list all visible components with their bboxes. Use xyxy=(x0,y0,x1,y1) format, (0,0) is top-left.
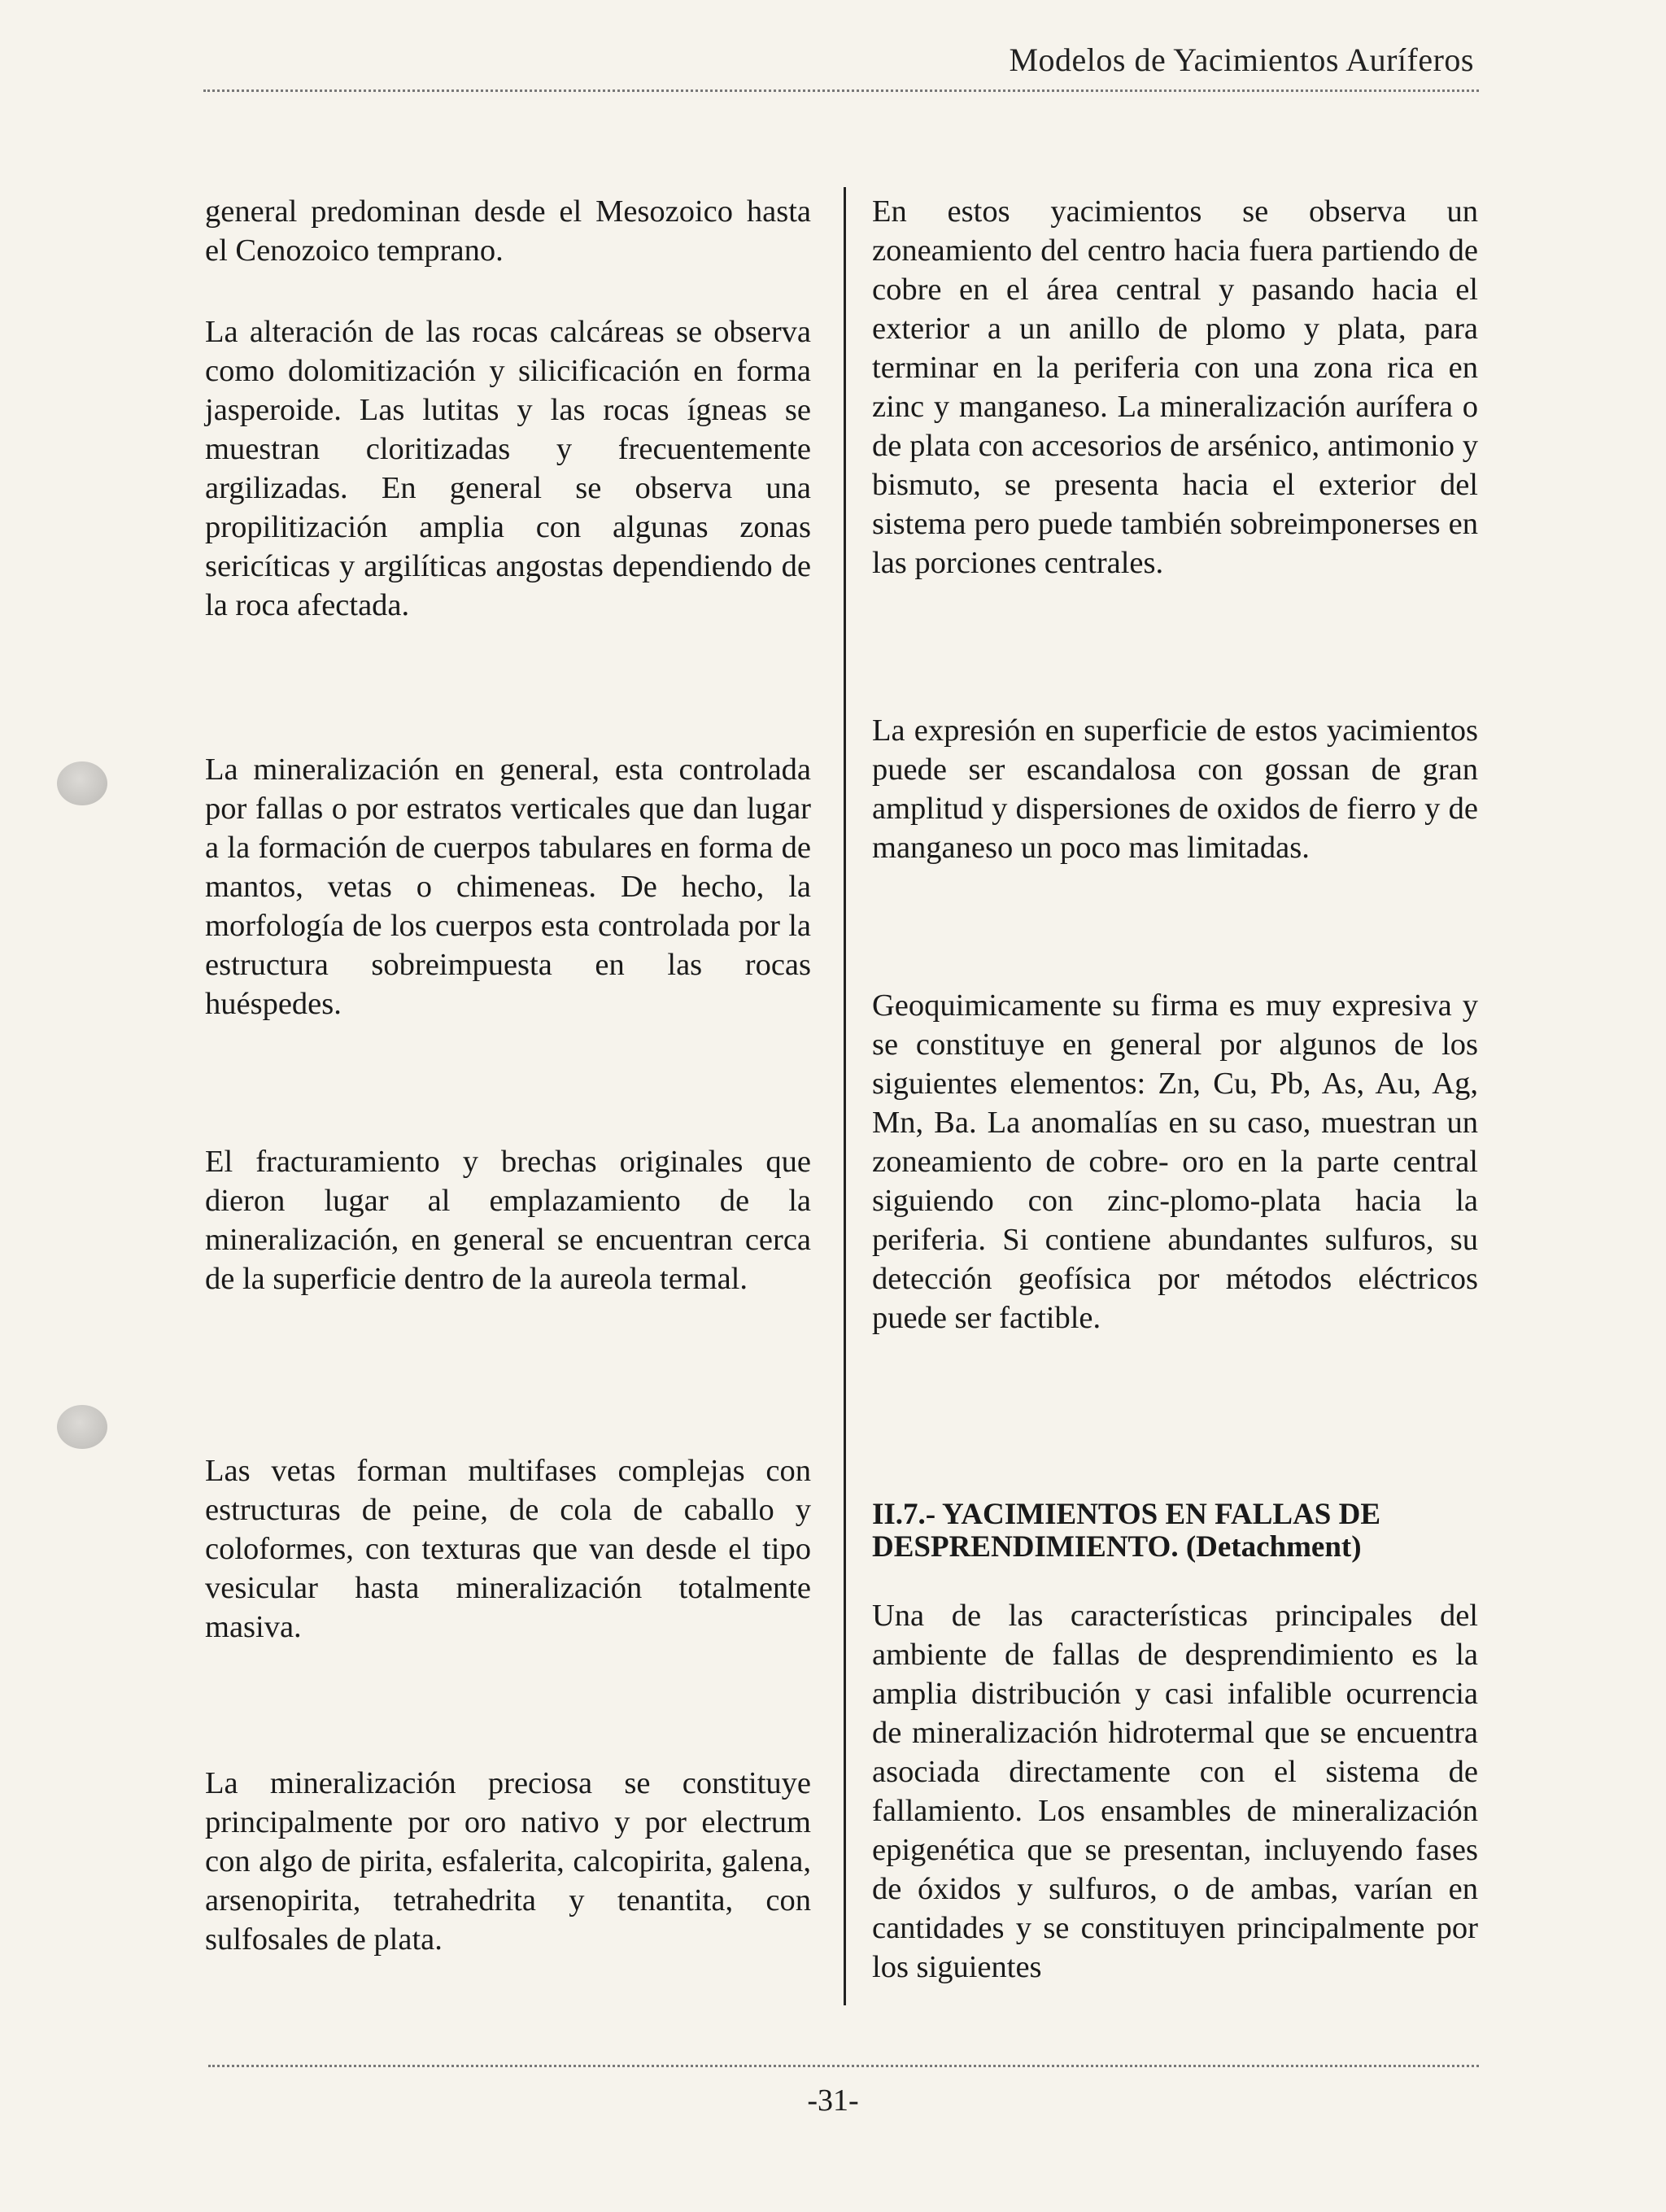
running-header: Modelos de Yacimientos Auríferos xyxy=(1009,41,1474,78)
right-paragraph-3: Geoquimicamente su firma es muy expresiva y se constituye en general por algunos de los siguientes elementos: Zn, Cu, Pb, As, Au, Ag, Mn, Ba. La anomalías en su caso, muestran un zoneamiento de cobre- oro en la parte central siguiendo con zinc-plomo-plata hacia la periferia. Si contiene abundantes sulfuros, su detección geofísica por métodos eléctricos puede ser factible. xyxy=(872,988,1478,1335)
left-paragraph-2: La alteración de las rocas calcáreas se observa como dolomitización y silicificación en forma jasperoide. Las lutitas y las rocas ígneas se muestran cloritizadas y frecuentemente argilizadas. En general se observa una propilitización amplia con algunas zonas sericíticas y argilíticas angostas dependiendo de la roca afectada. xyxy=(205,315,811,622)
left-paragraph-6: La mineralización preciosa se constituye principalmente por oro nativo y por electrum con algo de pirita, esfalerita, calcopirita, galena, arsenopirita, tetrahedrita y tenantita, con sulfosales de plata. xyxy=(205,1766,811,1957)
section-heading: II.7.- YACIMIENTOS EN FALLAS DE DESPRENDIMIENTO. (Detachment) xyxy=(872,1498,1381,1564)
left-paragraph-3: La mineralización en general, esta controlada por fallas o por estratos verticales que dan lugar a la formación de cuerpos tabulares en forma de mantos, vetas o chimeneas. De hecho, la morfología de los cuerpos esta controlada por la estructura sobreimpuesta en las rocas huéspedes. xyxy=(205,753,811,1021)
column-divider xyxy=(844,187,846,2005)
header-rule xyxy=(203,89,1479,92)
footer-rule xyxy=(208,2065,1479,2067)
page-number: -31- xyxy=(807,2083,859,2118)
punch-hole xyxy=(57,761,107,805)
section-paragraph: Una de las características principales del ambiente de fallas de desprendimiento es la amplia distribución y casi infalible ocurrencia de mineralización hidrotermal que se encuentra asociada directamente con el sistema de fallamiento. Los ensambles de mineralización epigenética que se presentan, incluyendo fases de óxidos y sulfuros, o de ambas, varían en cantidades y se constituyen principalmente por los siguientes xyxy=(872,1599,1478,1984)
punch-hole xyxy=(57,1405,107,1449)
right-paragraph-1: En estos yacimientos se observa un zoneamiento del centro hacia fuera partiendo de cobre en el área central y pasando hacia el exterior a un anillo de plomo y plata, para terminar en la periferia con una zona rica en zinc y manganeso. La mineralización aurífera o de plata con accesorios de arsénico, antimonio y bismuto, se presenta hacia el exterior del sistema pero puede también sobreimponerses en las porciones centrales. xyxy=(872,194,1478,580)
left-paragraph-5: Las vetas forman multifases complejas con estructuras de peine, de cola de caballo y coloformes, con texturas que van desde el tipo vesicular hasta mineralización totalmente masiva. xyxy=(205,1454,811,1644)
left-paragraph-4: El fracturamiento y brechas originales que dieron lugar al emplazamiento de la mineralización, en general se encuentran cerca de la superficie dentro de la aureola termal. xyxy=(205,1145,811,1296)
right-paragraph-2: La expresión en superficie de estos yacimientos puede ser escandalosa con gossan de gran amplitud y dispersiones de oxidos de fierro y de manganeso un poco mas limitadas. xyxy=(872,713,1478,865)
left-paragraph-1: general predominan desde el Mesozoico hasta el Cenozoico temprano. xyxy=(205,194,811,268)
